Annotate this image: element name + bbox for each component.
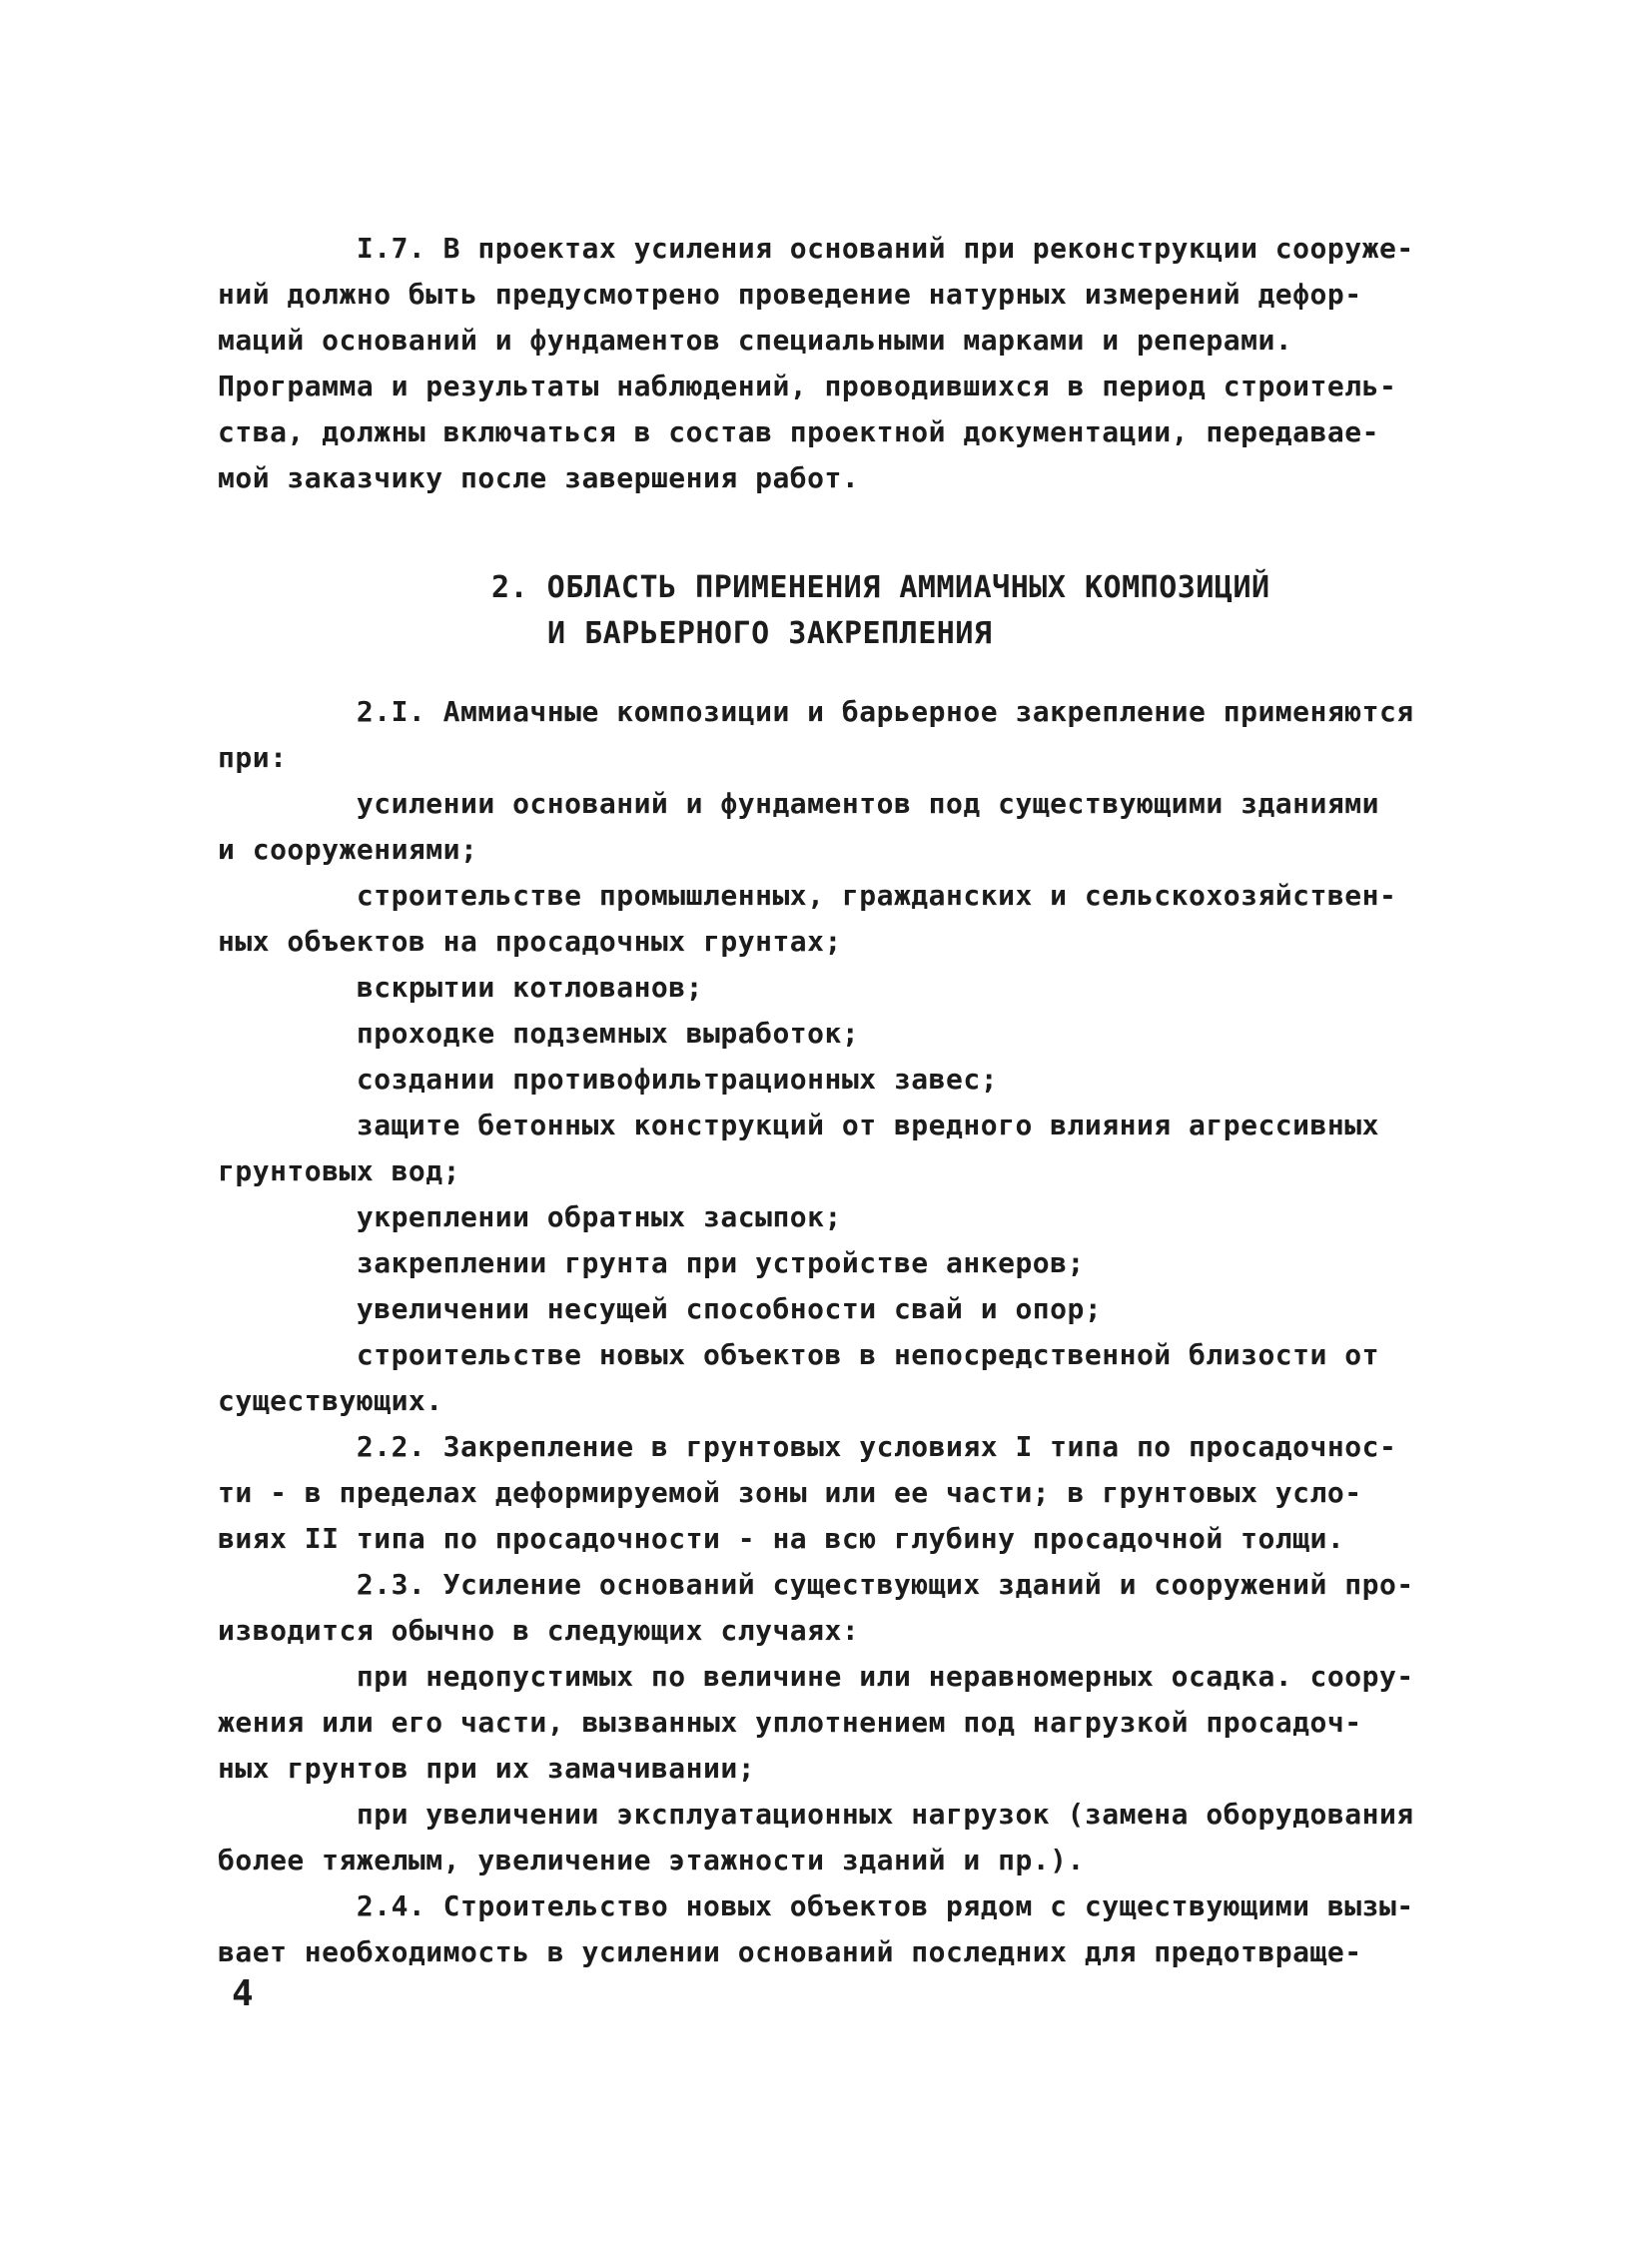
text-line: Программа и результаты наблюдений, проводившихся в период строитель- <box>218 370 1397 402</box>
text-line: 2.2. Закрепление в грунтовых условиях I типа по просадочнос- <box>218 1430 1397 1463</box>
text-line: строительстве новых объектов в непосредственной близости от <box>218 1338 1379 1371</box>
text-line: ний должно быть предусмотрено проведение натурных измерений дефор- <box>218 278 1362 311</box>
text-line: защите бетонных конструкций от вредного влияния агрессивных <box>218 1109 1379 1141</box>
text-line: ства, должны включаться в состав проектной документации, передавае- <box>218 415 1379 448</box>
section-title-line-1: 2. ОБЛАСТЬ ПРИМЕНЕНИЯ АММИАЧНЫХ КОМПОЗИЦИЙ <box>491 570 1270 605</box>
text-line: грунтовых вод; <box>218 1154 461 1187</box>
text-line: маций оснований и фундаментов специальными марками и реперами. <box>218 324 1293 357</box>
text-line: более тяжелым, увеличение этажности зданий и пр.). <box>218 1844 1085 1876</box>
text-line: при: <box>218 741 288 774</box>
text-line: мой заказчику после завершения работ. <box>218 461 860 494</box>
text-line: ных объектов на просадочных грунтах; <box>218 925 842 958</box>
text-line: создании противофильтрационных завес; <box>218 1063 999 1096</box>
text-line: закреплении грунта при устройстве анкеров; <box>218 1246 1085 1279</box>
text-line: при увеличении эксплуатационных нагрузок (замена оборудования <box>218 1798 1414 1831</box>
text-line: ти - в пределах деформируемой зоны или ее части; в грунтовых усло- <box>218 1476 1362 1509</box>
text-line: существующих. <box>218 1384 443 1417</box>
text-line: 2.I. Аммиачные композиции и барьерное закрепление применяются <box>218 695 1414 728</box>
text-line: виях II типа по просадочности - на всю глубину просадочной толщи. <box>218 1522 1345 1555</box>
text-line: и сооружениями; <box>218 833 478 866</box>
text-line: укреплении обратных засыпок; <box>218 1200 842 1233</box>
page-number: 4 <box>232 1973 254 2014</box>
text-line: ных грунтов при их замачивании; <box>218 1752 756 1785</box>
text-line: увеличении несущей способности свай и опор; <box>218 1292 1103 1325</box>
text-line: изводится обычно в следующих случаях: <box>218 1614 860 1647</box>
text-line: строительстве промышленных, гражданских и сельскохозяйствен- <box>218 879 1397 912</box>
text-line: жения или его части, вызванных уплотнением под нагрузкой просадоч- <box>218 1706 1362 1739</box>
text-line: 2.3. Усиление оснований существующих зданий и сооружений про- <box>218 1568 1414 1601</box>
text-line: вскрытии котлованов; <box>218 971 704 1004</box>
text-line: 2.4. Строительство новых объектов рядом с существующими вызы- <box>218 1889 1414 1922</box>
text-line: при недопустимых по величине или неравномерных осадка. соору- <box>218 1660 1414 1693</box>
section-title-line-2: И БАРЬЕРНОГО ЗАКРЕПЛЕНИЯ <box>547 616 993 651</box>
text-line: усилении оснований и фундаментов под существующими зданиями <box>218 787 1379 820</box>
text-line: вает необходимость в усилении оснований последних для предотвраще- <box>218 1935 1362 1968</box>
text-line: I.7. В проектах усиления оснований при реконструкции сооруже- <box>218 232 1414 265</box>
text-line: проходке подземных выработок; <box>218 1017 860 1050</box>
